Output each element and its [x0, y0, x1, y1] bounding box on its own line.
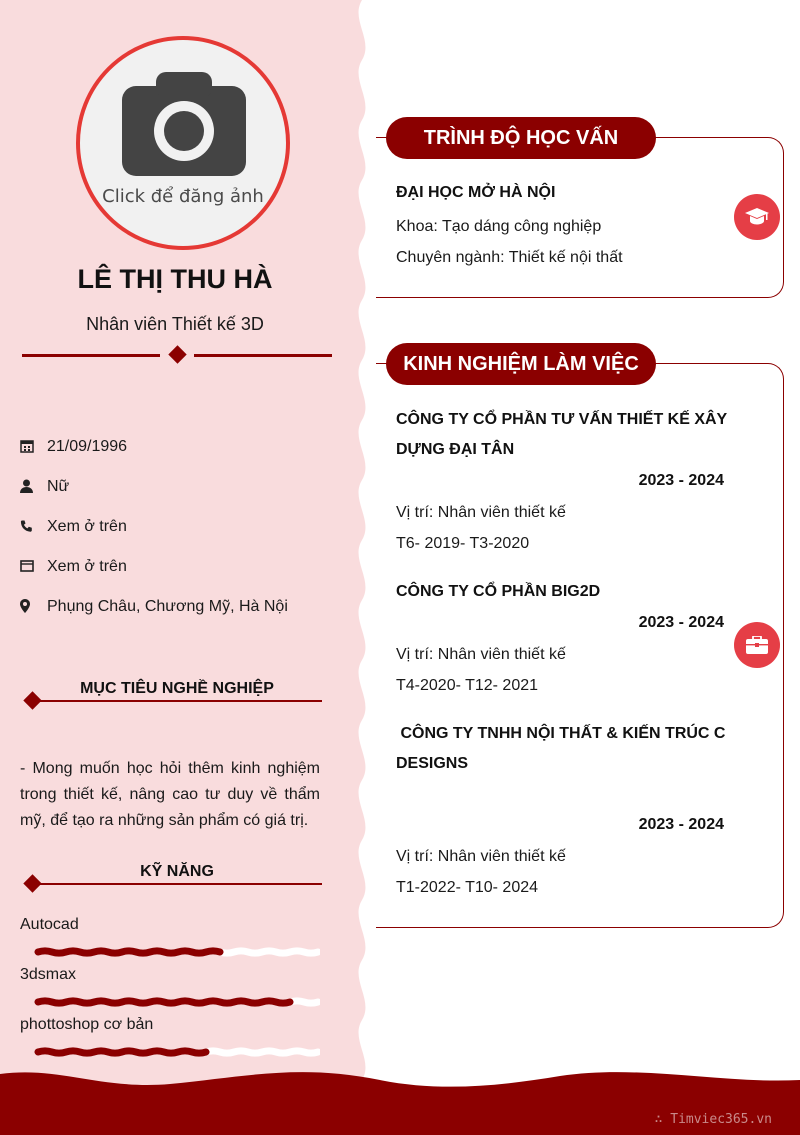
user-icon: [20, 476, 47, 496]
info-address: [20, 596, 340, 636]
avatar-upload[interactable]: [76, 36, 290, 250]
job-company: CÔNG TY CỔ PHẦN BIG2D: [396, 583, 601, 600]
job-dates: T1-2022- T10- 2024: [396, 879, 539, 896]
job-period: 2023 - 2024: [638, 472, 724, 489]
objective-heading: [22, 680, 322, 710]
job-period: 2023 - 2024: [638, 816, 724, 833]
skill-level-bar: [20, 938, 320, 966]
job-position: Vị trí: Nhân viên thiết kế: [396, 848, 566, 865]
candidate-name: LÊ THỊ THU HÀ: [77, 264, 273, 294]
skill-bar-fill: [38, 1001, 290, 1003]
job-company: CÔNG TY TNHH NỘI THẤT & KIẾN TRÚC C DESIGNS: [396, 725, 730, 772]
skill-item: [20, 1016, 320, 1066]
skill-name: Autocad: [20, 916, 79, 933]
personal-info: [20, 436, 340, 636]
skills-list: [20, 916, 320, 1066]
skill-level-bar: [20, 1038, 320, 1066]
name-divider: [22, 344, 332, 366]
school-name: ĐẠI HỌC MỞ HÀ NỘI: [396, 184, 556, 201]
job-company: CÔNG TY CỔ PHẦN TƯ VẤN THIẾT KẾ XÂY DỰNG ĐẠI TÂN: [396, 411, 727, 458]
skill-bar-fill: [38, 951, 220, 953]
info-birthday: [20, 436, 340, 476]
job-position: Vị trí: Nhân viên thiết kế: [396, 504, 566, 521]
skill-item: [20, 966, 320, 1016]
skill-name: phottoshop cơ bản: [20, 1016, 154, 1033]
skill-bar-fill: [38, 1051, 206, 1053]
objective-heading-label: MỤC TIÊU NGHỀ NGHIỆP: [80, 680, 274, 697]
phone-icon: [20, 516, 47, 536]
education-heading: TRÌNH ĐỘ HỌC VẤN: [386, 117, 656, 159]
email-icon: [20, 556, 47, 576]
skills-heading-label: KỸ NĂNG: [140, 863, 214, 880]
skill-level-bar: [20, 988, 320, 1016]
phone-text: Xem ở trên: [47, 518, 127, 535]
address-text: Phụng Châu, Chương Mỹ, Hà Nội: [47, 598, 288, 615]
gender-text: Nữ: [47, 478, 70, 495]
calendar-icon: [20, 436, 47, 456]
skill-name: 3dsmax: [20, 966, 77, 983]
objective-text: - Mong muốn học hỏi thêm kinh nghiệm trong thiết kế, nâng cao tư duy về thẩm mỹ, để tạo ra những sản phẩm có giá trị.: [20, 760, 320, 829]
info-gender: [20, 476, 340, 516]
camera-icon: [122, 70, 246, 178]
watermark: ∴ Timviec365.vn: [654, 1112, 772, 1127]
candidate-title: Nhân viên Thiết kế 3D: [86, 314, 264, 334]
skills-heading: [22, 863, 322, 893]
job-position: Vị trí: Nhân viên thiết kế: [396, 646, 566, 663]
job-dates: T4-2020- T12- 2021: [396, 677, 539, 694]
info-email: [20, 556, 340, 596]
birthday-text: 21/09/1996: [47, 438, 128, 455]
email-text: Xem ở trên: [47, 558, 127, 575]
job-period: 2023 - 2024: [638, 614, 724, 631]
skill-item: [20, 916, 320, 966]
graduation-cap-icon: [734, 194, 780, 240]
briefcase-icon: [734, 622, 780, 668]
location-pin-icon: [20, 596, 47, 616]
faculty-text: Khoa: Tạo dáng công nghiệp: [396, 218, 602, 235]
info-phone: [20, 516, 340, 556]
experience-heading: KINH NGHIỆM LÀM VIỆC: [386, 343, 656, 385]
job-dates: T6- 2019- T3-2020: [396, 535, 530, 552]
major-text: Chuyên ngành: Thiết kế nội thất: [396, 249, 623, 266]
avatar-hint: Click để đăng ảnh: [102, 186, 264, 207]
